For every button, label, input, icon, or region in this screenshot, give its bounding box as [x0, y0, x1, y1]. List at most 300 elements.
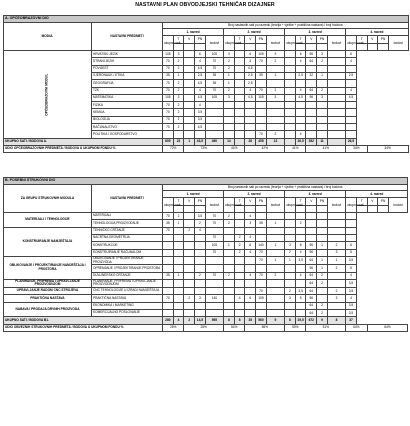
hours-cell [224, 265, 235, 272]
points-header: bodovi [266, 198, 284, 213]
hours-cell [327, 80, 345, 87]
practice-header: PN [256, 36, 267, 43]
hours-cell: 2 [317, 58, 328, 65]
hours-cell: 3,5 [295, 256, 306, 264]
hours-cell [285, 213, 296, 220]
hours-cell: 4 [295, 58, 306, 65]
hours-cell: 2 [266, 58, 284, 65]
hours-cell [266, 116, 284, 123]
hours-cell [184, 131, 195, 138]
hours-cell: 2 [224, 58, 235, 65]
hours-cell: 2 [173, 124, 184, 131]
header-spacer [317, 205, 328, 212]
hours-cell [306, 109, 317, 116]
header-spacer [256, 43, 267, 50]
hours-cell [306, 80, 317, 87]
header-spacer [195, 205, 206, 212]
hours-cell [205, 279, 223, 287]
hours-cell [224, 310, 235, 317]
hours-cell: 4,5 [195, 124, 206, 131]
hours-cell [195, 131, 206, 138]
hours-cell [195, 256, 206, 264]
hours-cell: 1 [173, 72, 184, 79]
hours-cell [266, 227, 284, 234]
hours-cell: 2 [266, 131, 284, 138]
hours-cell: 2 [295, 220, 306, 227]
hours-cell [163, 131, 174, 138]
general-education-table [3, 15, 409, 153]
hours-cell: 2 [224, 220, 235, 227]
percentage-cell: 51% [306, 324, 346, 331]
hours-cell: 2 [317, 302, 328, 309]
hours-cell: 1 [266, 220, 284, 227]
hours-cell [173, 242, 184, 249]
grade-header: 1. razred [163, 191, 224, 198]
section-a-title: A. OPĆEOBRAZOVNI DIO [4, 16, 409, 23]
hours-cell: 490 [205, 138, 223, 145]
hours-cell [285, 124, 296, 131]
subject-name: MATEMATIKA [92, 94, 163, 101]
table-row [4, 256, 408, 264]
hours-cell: 4 [245, 249, 256, 256]
hours-cell [285, 116, 296, 123]
hours-cell [234, 109, 245, 116]
hours-cell: 70 [163, 80, 174, 87]
hours-cell: 2 [317, 279, 328, 287]
hours-cell [327, 102, 345, 109]
hours-cell: 70 [163, 65, 174, 72]
hours-cell: 2,5 [295, 72, 306, 79]
hours-cell [346, 131, 357, 138]
hours-cell [245, 102, 256, 109]
hours-cell [285, 220, 296, 227]
hours-cell [173, 302, 184, 309]
subject-name: NACRTNA GEOMETRIJA [92, 234, 163, 241]
hours-cell [205, 288, 223, 295]
vocational-table [3, 177, 408, 332]
hours-cell [205, 102, 223, 109]
module-group-name: UPRAVLJANJE RADOM CNC STROJEVA [4, 288, 92, 295]
subjects-column-header: NASTAVNI PREDMETI [92, 185, 163, 213]
module-group-name: PRAKTIČNA NASTAVA [4, 295, 92, 302]
hours-cell: 105 [163, 51, 174, 58]
hours-cell: 14,5 [195, 317, 206, 324]
hours-cell: 96 [306, 265, 317, 272]
table-row [4, 51, 409, 58]
hours-cell [327, 302, 345, 309]
hours-cell: 4 [234, 295, 245, 302]
hours-cell: 2 [173, 116, 184, 123]
hours-cell [184, 94, 195, 101]
hours-cell [327, 94, 345, 101]
hours-cell: 2 [224, 213, 235, 220]
percentage-cell: 73% [184, 145, 224, 152]
exercises-header: V [184, 36, 195, 43]
hours-cell [195, 234, 206, 241]
percentage-cell: 64% [367, 324, 408, 331]
hours-cell: 3 [173, 51, 184, 58]
hours-cell [224, 116, 235, 123]
theory-header: T [356, 198, 367, 205]
hours-cell [295, 213, 306, 220]
hours-cell [234, 87, 245, 94]
hours-cell: 35 [163, 272, 174, 279]
hours-cell: 2 [327, 242, 345, 249]
hours-cell: 4 [195, 58, 206, 65]
hours-cell: 70 [205, 65, 223, 72]
hours-cell [163, 310, 174, 317]
hours-cell: 70 [205, 213, 223, 220]
points-header: bodovi [205, 36, 223, 51]
hours-cell [205, 116, 223, 123]
hours-cell [234, 80, 245, 87]
hours-cell [285, 131, 296, 138]
subject-name: MATERIJALI [92, 213, 163, 220]
exercises-header: V [306, 198, 317, 205]
hours-cell [184, 65, 195, 72]
hours-cell [306, 213, 317, 220]
hours-cell: 64 [306, 87, 317, 94]
header-spacer [184, 205, 195, 212]
hours-cell [266, 80, 284, 87]
hours-cell: 2 [224, 272, 235, 279]
hours-cell [317, 124, 328, 131]
percentage-cell: 64% [346, 324, 367, 331]
hours-cell [306, 234, 317, 241]
hours-cell: 4 [295, 131, 306, 138]
hours-cell: 70 [256, 288, 267, 295]
header-spacer [256, 205, 267, 212]
hours-cell: 1 [224, 242, 235, 249]
hours-cell [256, 310, 267, 317]
hours-cell: 14 [224, 138, 235, 145]
hours-cell: 5 [266, 317, 284, 324]
hours-cell [173, 131, 184, 138]
subject-name: POVIJEST [92, 65, 163, 72]
section-b-percentage-label: UDIO OBVEZNIH STRUKOVNIH PREDMETA / BODOVA U UKUPNOM FONDU % [4, 324, 163, 331]
hours-cell: 35 [256, 72, 267, 79]
hours-cell [285, 227, 296, 234]
header-spacer [306, 43, 317, 50]
hours-cell: 4 [245, 213, 256, 220]
hours-cell [266, 302, 284, 309]
hours-cell [224, 131, 235, 138]
hours-cell: 3 [317, 94, 328, 101]
hours-cell: 70 [256, 87, 267, 94]
hours-cell [205, 302, 223, 309]
hours-cell: 105 [205, 51, 223, 58]
hours-cell [295, 265, 306, 272]
hours-cell: 1 [266, 242, 284, 249]
points-header: bodovi [388, 198, 408, 213]
hours-cell [327, 272, 345, 279]
theory-header: T [356, 36, 367, 43]
hours-cell [205, 227, 223, 234]
subject-name: GEOGRAFIJA [92, 80, 163, 87]
hours-cell [266, 265, 284, 272]
hours-cell [285, 234, 296, 241]
hours-cell [163, 242, 174, 249]
hours-cell [327, 51, 345, 58]
hours-cell: 105 [205, 94, 223, 101]
total-hours-header: ukupno sati [163, 36, 174, 51]
hours-cell [295, 116, 306, 123]
hours-cell: 29,5 [295, 317, 306, 324]
hours-cell [224, 295, 235, 302]
hours-cell: 455 [256, 138, 267, 145]
hours-cell: 4 [195, 87, 206, 94]
hours-cell: 8 [285, 317, 296, 324]
module-cell [4, 51, 92, 139]
theory-header: T [295, 198, 306, 205]
hours-cell [266, 213, 284, 220]
hours-cell [256, 65, 267, 72]
hours-cell [327, 65, 345, 72]
module-group-name: NABAVA I PRODAJA DRVNIH PROIZVODA [4, 302, 92, 317]
hours-cell: 1 [173, 272, 184, 279]
hours-cell: 2,5 [245, 72, 256, 79]
hours-cell [205, 124, 223, 131]
hours-cell [184, 279, 195, 287]
hours-cell: 23 [173, 138, 184, 145]
hours-cell [163, 265, 174, 272]
hours-cell: 6 [245, 242, 256, 249]
subject-name: TEHNOLOGIJA PROIZVODNJE [92, 220, 163, 227]
hours-cell: 37 [346, 317, 357, 324]
hours-cell [295, 234, 306, 241]
hours-cell: 35 [205, 72, 223, 79]
subject-name: POLITIKA I GOSPODARSTVO [92, 131, 163, 138]
hours-cell [266, 124, 284, 131]
hours-cell [173, 295, 184, 302]
hours-cell: 2 [224, 65, 235, 72]
percentage-cell: 41% [306, 145, 346, 152]
hours-cell: 2 [173, 87, 184, 94]
subject-name: KOMERCIJALNO POSLOVANJE [92, 310, 163, 317]
hours-cell [234, 265, 245, 272]
hours-cell [184, 124, 195, 131]
hours-cell [245, 109, 256, 116]
theory-header: T [173, 198, 184, 205]
points-header: bodovi [388, 36, 408, 51]
hours-header: Broj nastavnih sati po razredu (teorija + vježbe + praktična nastava) i broj bodova [163, 23, 409, 29]
hours-cell [256, 227, 267, 234]
hours-cell: 96 [306, 249, 317, 256]
hours-cell: 105 [256, 94, 267, 101]
hours-cell: 13 [266, 138, 284, 145]
subjects-column-header: NASTAVNI PREDMETI [92, 23, 163, 51]
hours-cell [327, 310, 345, 317]
percentage-cell: 50% [285, 324, 306, 331]
hours-cell [327, 116, 345, 123]
subject-name: DIZAJNERSKO CRTANJE [92, 272, 163, 279]
hours-cell [163, 302, 174, 309]
hours-cell: 672 [306, 317, 317, 324]
hours-cell [195, 310, 206, 317]
hours-cell [317, 116, 328, 123]
hours-cell [295, 310, 306, 317]
hours-cell [285, 51, 296, 58]
hours-cell: 1 [266, 256, 284, 264]
hours-cell: 4 [195, 102, 206, 109]
practice-header: PN [195, 36, 206, 43]
exercises-header: V [306, 36, 317, 43]
hours-cell [234, 124, 245, 131]
hours-cell [327, 213, 345, 220]
hours-cell [173, 279, 184, 287]
hours-cell [285, 279, 296, 287]
hours-cell [327, 109, 345, 116]
hours-cell [256, 213, 267, 220]
table-row [4, 295, 408, 302]
section-b-title: B. POSEBNI STRUKOVNI DIO [4, 178, 408, 185]
hours-cell: 1 [266, 72, 284, 79]
hours-cell [327, 124, 345, 131]
hours-cell: 96 [306, 295, 317, 302]
hours-cell [317, 234, 328, 241]
hours-cell: 4,5 [346, 94, 357, 101]
hours-cell: 2 [234, 249, 245, 256]
hours-cell: 105 [163, 94, 174, 101]
hours-cell: 805 [163, 138, 174, 145]
subject-name: VJERONAUK / ETIKA [92, 72, 163, 79]
hours-cell: 1 [317, 242, 328, 249]
section-a-total-label: UKUPNO SATI / BODOVA A. [4, 138, 163, 145]
hours-cell: 96 [306, 51, 317, 58]
hours-cell: 4,5 [195, 94, 206, 101]
hours-cell [317, 227, 328, 234]
hours-cell [306, 131, 317, 138]
module-group-name: OBLIKOVANJE I PROJEKTIRANJE NAMJEŠTAJA I PROSTORA [4, 256, 92, 279]
hours-cell: 3 [266, 51, 284, 58]
hours-cell: 105 [205, 242, 223, 249]
table-row [4, 302, 408, 309]
hours-cell: 352 [306, 138, 317, 145]
hours-cell [173, 256, 184, 264]
hours-cell: 64 [306, 279, 317, 287]
hours-cell [173, 234, 184, 241]
hours-cell [205, 310, 223, 317]
hours-cell: 4,5 [195, 65, 206, 72]
hours-cell: 70 [163, 87, 174, 94]
grade-header: 1. razred [163, 29, 224, 36]
theory-header: T [234, 36, 245, 43]
hours-cell [327, 131, 345, 138]
hours-cell: 4 [295, 272, 306, 279]
hours-cell: 4,5 [245, 65, 256, 72]
hours-cell: 2 [173, 109, 184, 116]
hours-cell [234, 58, 245, 65]
hours-cell: 5 [295, 295, 306, 302]
hours-cell [317, 80, 328, 87]
document-title: NASTAVNI PLAN OBVODJEJSKI TEHNIČAR DIZAJNER [135, 2, 275, 8]
grade-header: 3. razred [285, 29, 346, 36]
hours-cell [285, 138, 296, 145]
hours-cell: 35 [245, 317, 256, 324]
hours-cell: 70 [163, 295, 174, 302]
hours-cell: 4 [245, 58, 256, 65]
hours-cell: 2,5 [346, 72, 357, 79]
hours-cell: 4,5 [195, 80, 206, 87]
hours-cell [295, 227, 306, 234]
hours-cell: 70 [163, 124, 174, 131]
hours-cell [173, 249, 184, 256]
hours-cell [245, 310, 256, 317]
hours-cell [256, 80, 267, 87]
total-hours-header: ukupno sati [163, 198, 174, 213]
hours-cell [346, 213, 357, 220]
hours-cell [256, 265, 267, 272]
hours-cell [266, 109, 284, 116]
hours-cell [346, 220, 357, 227]
hours-cell [184, 220, 195, 227]
hours-cell [256, 302, 267, 309]
hours-cell [327, 138, 345, 145]
hours-cell [346, 116, 357, 123]
hours-cell: 8 [327, 317, 345, 324]
header-spacer [317, 43, 328, 50]
hours-cell: 70 [256, 256, 267, 264]
hours-cell [234, 302, 245, 309]
total-hours-header: ukupno sati [285, 198, 296, 213]
hours-cell: 3 [327, 295, 345, 302]
subject-name: KONSTRUIRANJE RAČUNALOM [92, 249, 163, 256]
hours-cell: 6 [346, 242, 357, 249]
hours-cell: 3,5 [346, 302, 357, 309]
table-row [4, 288, 408, 295]
hours-cell: 8 [224, 317, 235, 324]
hours-cell [184, 72, 195, 79]
practice-header: PN [378, 36, 389, 43]
hours-cell [256, 234, 267, 241]
hours-cell: 32 [306, 72, 317, 79]
theory-header: T [173, 36, 184, 43]
hours-cell [173, 288, 184, 295]
hours-cell: 5 [346, 265, 357, 272]
hours-cell [295, 279, 306, 287]
header-spacer [378, 43, 389, 50]
hours-cell [245, 124, 256, 131]
subject-name: PRAKTIČNA NASTAVA [92, 295, 163, 302]
theory-header: T [295, 36, 306, 43]
total-hours-header: ukupno sati [285, 36, 296, 51]
hours-cell: 9 [317, 317, 328, 324]
hours-cell [245, 131, 256, 138]
hours-cell: 4 [346, 58, 357, 65]
hours-cell [327, 58, 345, 65]
hours-cell: 3 [173, 94, 184, 101]
hours-cell [285, 302, 296, 309]
hours-cell [317, 249, 328, 256]
hours-cell: 6 [195, 51, 206, 58]
hours-cell [184, 234, 195, 241]
hours-cell [184, 242, 195, 249]
hours-cell [266, 288, 284, 295]
hours-cell [295, 102, 306, 109]
hours-cell [234, 220, 245, 227]
percentage-cell: 72% [163, 145, 184, 152]
hours-cell: 3 [317, 51, 328, 58]
hours-cell [327, 72, 345, 79]
hours-cell: 64 [306, 256, 317, 264]
hours-cell [195, 265, 206, 272]
hours-cell [245, 288, 256, 295]
hours-cell: 3,5 [346, 279, 357, 287]
module-name: OPĆEOBRAZOVNI MODUL [44, 73, 49, 116]
subject-name: OPREMANJE I PROJEKTIRANJE PROSTORA [92, 265, 163, 272]
hours-cell: 6 [245, 295, 256, 302]
hours-cell [266, 102, 284, 109]
